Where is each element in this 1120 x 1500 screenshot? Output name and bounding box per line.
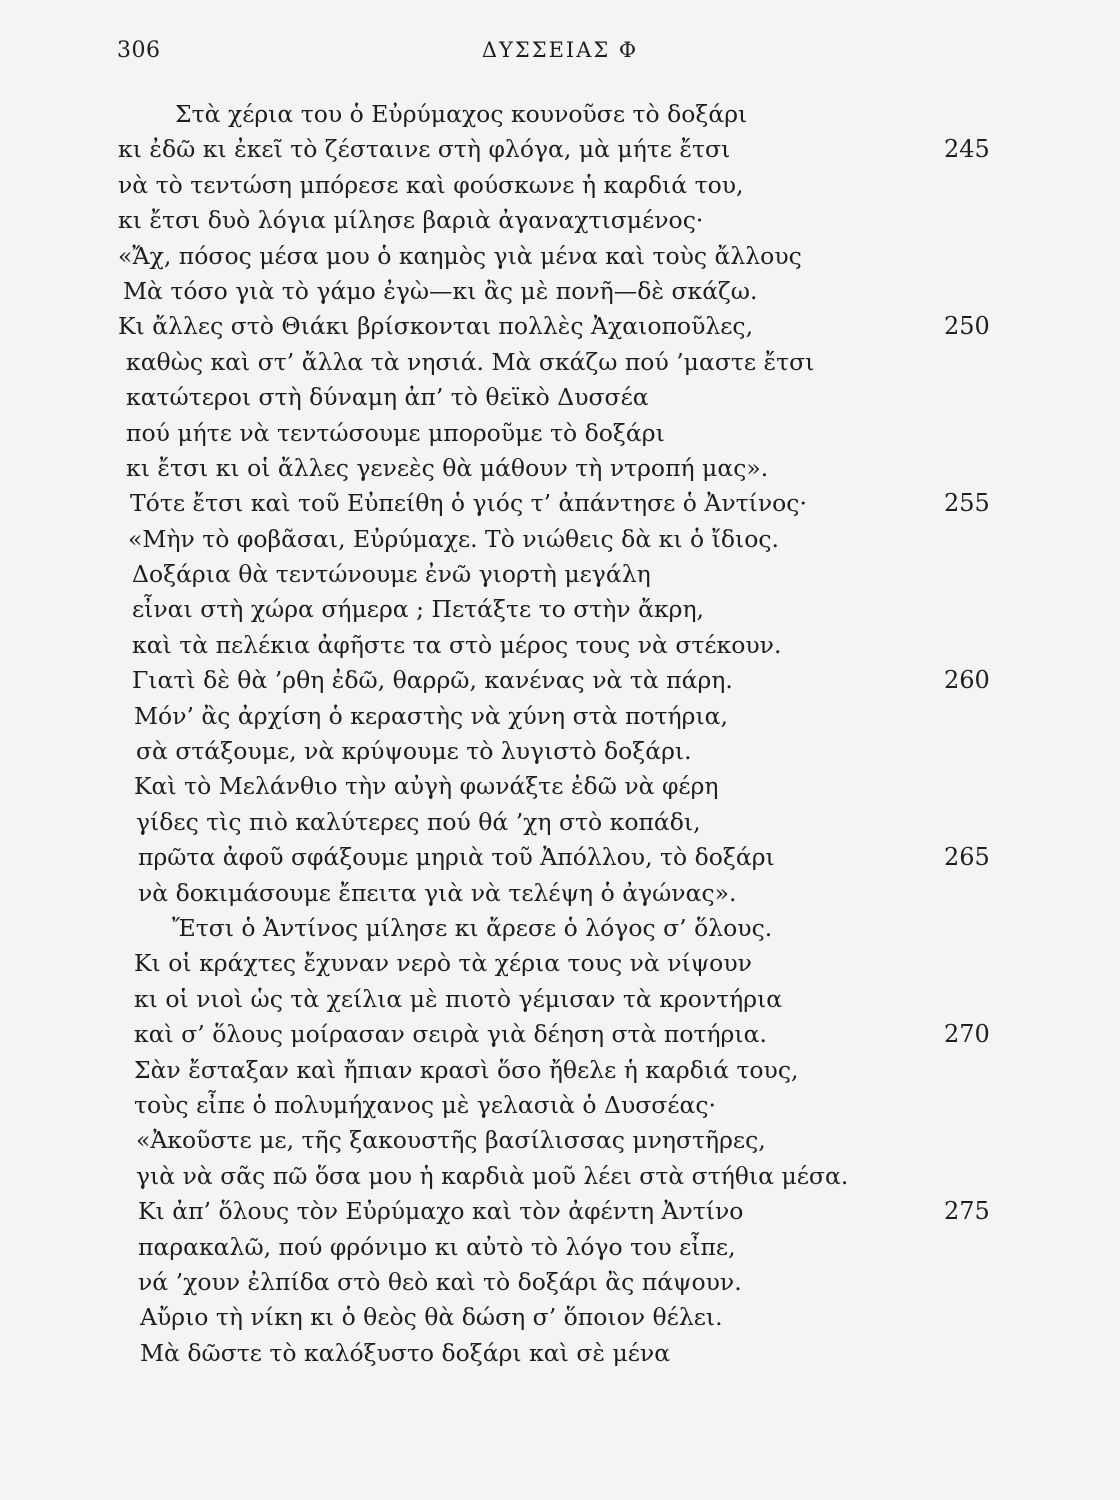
verse-text: πρῶτα ἀφοῦ σφάξουμε μηριὰ τοῦ Ἀπόλλου, τὸ δοξάρι xyxy=(138,843,775,872)
verse-line xyxy=(0,168,1120,203)
verse-text: εἶναι στὴ χώρα σήμερα ; Πετάξτε το στὴν ἄκρη, xyxy=(132,595,705,624)
verse-line xyxy=(0,699,1120,734)
verse-line xyxy=(0,522,1120,557)
verse-line xyxy=(0,805,1120,840)
verse-text: Τότε ἔτσι καὶ τοῦ Εὐπείθη ὁ γιός τ’ ἀπάντησε ὁ Ἀντίνος· xyxy=(130,489,807,518)
verse-line xyxy=(0,416,1120,451)
verse-line xyxy=(0,946,1120,981)
verse-line xyxy=(0,1123,1120,1158)
verse-text: πού μήτε νὰ τεντώσουμε μποροῦμε τὸ δοξάρι xyxy=(126,418,665,447)
verse-line xyxy=(0,203,1120,238)
verse-text: κι ἔτσι δυὸ λόγια μίλησε βαριὰ ἀγαναχτισμένος· xyxy=(118,206,704,235)
page-header xyxy=(0,38,1120,78)
verse-text: Σὰν ἔσταξαν καὶ ἤπιαν κρασὶ ὅσο ἤθελε ἡ καρδιά τους, xyxy=(134,1055,799,1084)
verse-text: Καὶ τὸ Μελάνθιο τὴν αὐγὴ φωνάξτε ἐδῶ νὰ φέρη xyxy=(134,772,719,801)
verse-line-number: 275 xyxy=(944,1197,990,1226)
verse-line xyxy=(0,345,1120,380)
verse-line-number: 245 xyxy=(944,135,990,164)
verse-text: τοὺς εἶπε ὁ πολυμήχανος μὲ γελασιὰ ὁ Δυσσέας· xyxy=(134,1090,717,1119)
verse-text: νὰ δοκιμάσουμε ἔπειτα γιὰ νὰ τελέψη ὁ ἀγώνας». xyxy=(138,878,737,907)
verse-text: κι ἔτσι κι οἱ ἄλλες γενεὲς θὰ μάθουν τὴ ντροπή μας». xyxy=(126,453,769,482)
verse-text: Μὰ δῶστε τὸ καλόξυστο δοξάρι καὶ σὲ μένα xyxy=(140,1338,671,1367)
verse-line xyxy=(0,982,1120,1017)
verse-text: νὰ τὸ τεντώση μπόρεσε καὶ φούσκωνε ἡ καρδιά του, xyxy=(118,170,744,199)
verse-line xyxy=(0,1088,1120,1123)
verse-text: «Ἀκοῦστε με, τῆς ξακουστῆς βασίλισσας μνηστῆρες, xyxy=(136,1126,766,1155)
verse-line-number: 265 xyxy=(944,843,990,872)
verse-text: κι ἐδῶ κι ἐκεῖ τὸ ζέσταινε στὴ φλόγα, μὰ μήτε ἔτσι xyxy=(118,135,731,164)
verse-text: Ἔτσι ὁ Ἀντίνος μίλησε κι ἄρεσε ὁ λόγος σ’ ὅλους. xyxy=(172,913,773,942)
verse-text: καὶ σ’ ὅλους μοίρασαν σειρὰ γιὰ δέηση στὰ ποτήρια. xyxy=(134,1020,767,1049)
verse-text: «Ἄχ, πόσος μέσα μου ὁ καημὸς γιὰ μένα καὶ τοὺς ἄλλους xyxy=(118,241,802,270)
verse-text: Γιατὶ δὲ θὰ ’ρθη ἐδῶ, θαρρῶ, κανένας νὰ τὰ πάρη. xyxy=(132,666,733,695)
verse-line xyxy=(0,274,1120,309)
verse-text: καθὼς καὶ στ’ ἄλλα τὰ νησιά. Μὰ σκάζω πού ’μαστε ἔτσι xyxy=(126,347,815,376)
verse-line xyxy=(0,592,1120,627)
verse-line xyxy=(0,1053,1120,1088)
verse-text: σὰ στάξουμε, νὰ κρύψουμε τὸ λυγιστὸ δοξάρι. xyxy=(136,737,692,766)
verse-line xyxy=(0,1230,1120,1265)
verse-line xyxy=(0,557,1120,592)
verse-text: γίδες τὶς πιὸ καλύτερες πού θά ’χη στὸ κοπάδι, xyxy=(136,807,701,836)
verse-line xyxy=(0,1017,1120,1052)
verse-text: Στὰ χέρια του ὁ Εὐρύμαχος κουνοῦσε τὸ δοξάρι xyxy=(175,100,748,128)
verse-line xyxy=(0,451,1120,486)
verse-line xyxy=(0,1265,1120,1300)
verse-line xyxy=(0,840,1120,875)
verse-text: Κι οἱ κράχτες ἔχυναν νερὸ τὰ χέρια τους νὰ νίψουν xyxy=(134,949,752,978)
verse-text: «Μὴν τὸ φοβᾶσαι, Εὐρύμαχε. Τὸ νιώθεις δὰ κι ὁ ἴδιος. xyxy=(128,524,780,553)
page-number: 306 xyxy=(117,38,161,63)
verse-line xyxy=(0,309,1120,344)
verse-line xyxy=(0,876,1120,911)
verse-text: Αὔριο τὴ νίκη κι ὁ θεὸς θὰ δώση σ’ ὅποιον θέλει. xyxy=(140,1303,723,1332)
verse-text: Κι ἄλλες στὸ Θιάκι βρίσκονται πολλὲς Ἀχαιοποῦλες, xyxy=(118,312,754,341)
verse-line-number: 260 xyxy=(944,666,990,695)
verse-text: κατώτεροι στὴ δύναμη ἀπ’ τὸ θεϊκὸ Δυσσέα xyxy=(126,383,649,412)
verse-line xyxy=(0,1300,1120,1335)
verse-text: κι οἱ νιοὶ ὡς τὰ χείλια μὲ πιοτὸ γέμισαν τὰ κροντήρια xyxy=(134,984,783,1013)
verse-text: Μὰ τόσο γιὰ τὸ γάμο ἐγὼ—κι ἂς μὲ πονῆ—δὲ σκάζω. xyxy=(123,276,758,305)
verse-text: Δοξάρια θὰ τεντώνουμε ἐνῶ γιορτὴ μεγάλη xyxy=(132,560,651,589)
verse-line-number: 270 xyxy=(944,1020,990,1049)
verse-text: γιὰ νὰ σᾶς πῶ ὅσα μου ἡ καρδιὰ μοῦ λέει στὰ στήθια μέσα. xyxy=(136,1161,849,1190)
verse-line xyxy=(0,380,1120,415)
verse-text: παρακαλῶ, πού φρόνιμο κι αὐτὸ τὸ λόγο του εἶπε, xyxy=(138,1232,736,1261)
verse-line xyxy=(0,663,1120,698)
verse-line xyxy=(0,911,1120,946)
verse-line xyxy=(0,734,1120,769)
verse-line xyxy=(0,1336,1120,1371)
verse-line xyxy=(0,486,1120,521)
verse-line xyxy=(0,1194,1120,1229)
verse-line-number: 250 xyxy=(944,312,990,341)
verse-line xyxy=(0,769,1120,804)
verse-text: νά ’χουν ἐλπίδα στὸ θεὸ καὶ τὸ δοξάρι ἂς πάψουν. xyxy=(138,1267,742,1296)
verse-text: Κι ἀπ’ ὅλους τὸν Εὐρύμαχο καὶ τὸν ἀφέντη Ἀντίνο xyxy=(138,1197,744,1226)
running-title: ΔΥΣΣΕΙΑΣ Φ xyxy=(481,38,639,62)
verse-text: Μόν’ ἂς ἀρχίση ὁ κεραστὴς νὰ χύνη στὰ ποτήρια, xyxy=(134,701,728,730)
verse-line xyxy=(0,132,1120,167)
poem-body xyxy=(0,97,1120,1371)
verse-line-number: 255 xyxy=(944,489,990,518)
verse-line xyxy=(0,1159,1120,1194)
verse-text: καὶ τὰ πελέκια ἀφῆστε τα στὸ μέρος τους νὰ στέκουν. xyxy=(132,630,782,659)
verse-line xyxy=(0,97,1120,132)
verse-line xyxy=(0,628,1120,663)
verse-line xyxy=(0,239,1120,274)
